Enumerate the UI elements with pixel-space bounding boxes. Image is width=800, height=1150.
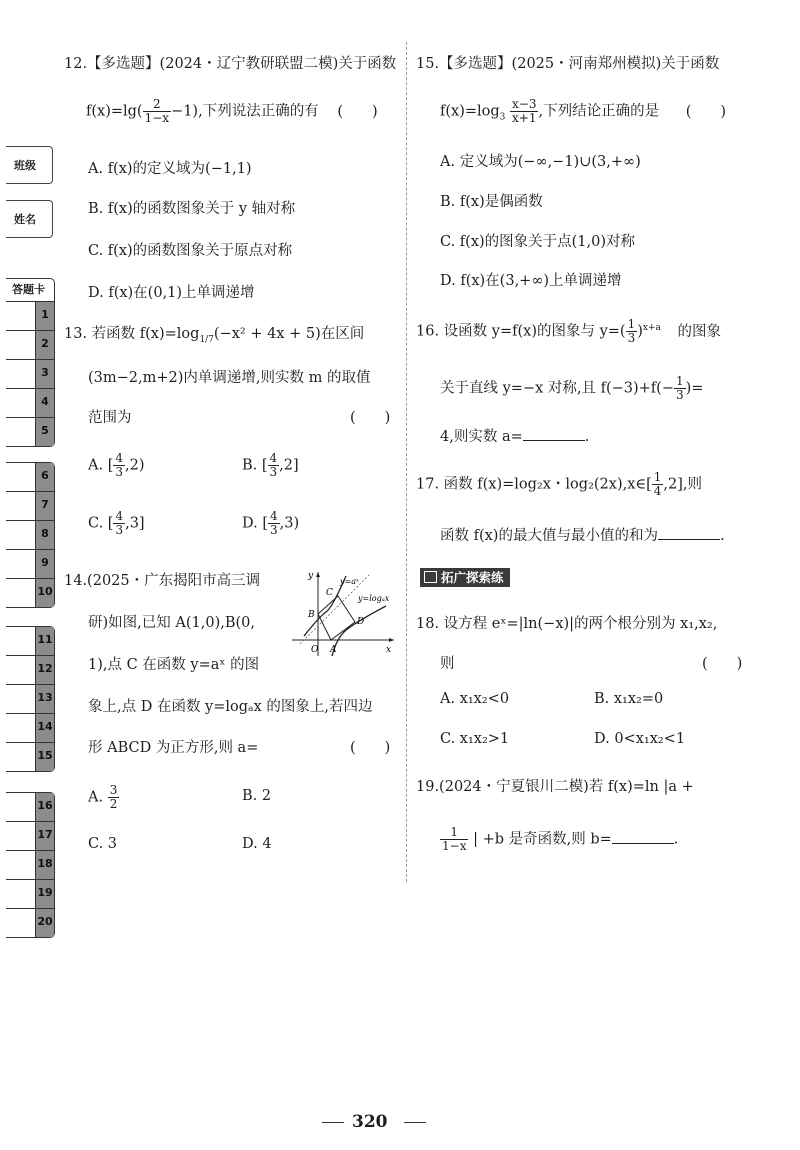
answer-slot[interactable]	[6, 492, 54, 521]
q17-stem-line2: 函数 f(x)的最大值与最小值的和为 .	[440, 524, 725, 545]
answer-slot-number: 7	[41, 498, 49, 511]
q14-answer-paren[interactable]: ( )	[350, 740, 391, 756]
q16-answer-blank[interactable]	[523, 426, 585, 441]
q17-frac-den: 4	[653, 484, 662, 499]
name-field[interactable]	[6, 200, 53, 238]
q12-answer-paren[interactable]: ( )	[337, 103, 378, 120]
q14-opt-a-den: 2	[109, 797, 118, 812]
q13-opt-c-post: ,3]	[125, 515, 145, 532]
q15-stem-line1: 15.【多选题】(2025・河南郑州模拟)关于函数	[416, 56, 720, 72]
q16-stem-post: 的图象	[677, 323, 721, 340]
q13-opt-c-den: 3	[115, 523, 124, 538]
q16-stem-line2	[440, 375, 703, 402]
q12-func-pre: f(x)=lg(	[86, 103, 143, 120]
answer-slot[interactable]	[6, 302, 54, 331]
q12-func-post: −1),下列说法正确的有	[171, 103, 319, 120]
q16-fraction	[626, 318, 638, 345]
q15-option-d[interactable]: D. f(x)在(3,+∞)上单调递增	[440, 273, 622, 289]
q13-option-c[interactable]	[88, 510, 145, 537]
q14-stem-line4: 象上,点 D 在函数 y=logₐx 的图象上,若四边	[88, 699, 373, 715]
q14-opt-a-num: 3	[109, 783, 118, 797]
fig-label-x: x	[386, 645, 392, 655]
q14-stem-line5: 形 ABCD 为正方形,则 a=	[88, 740, 259, 756]
q13-opt-a-post: ,2)	[125, 457, 145, 474]
class-label: 班级	[14, 159, 36, 172]
q13-log-base: 1/7	[199, 334, 214, 345]
q13-answer-paren[interactable]: ( )	[350, 410, 391, 426]
q13-opt-d-num: 4	[269, 509, 278, 523]
q13-opt-b-den: 3	[269, 465, 278, 480]
fig-label-log: y=logₐx	[358, 594, 390, 603]
q14-opt-a-frac	[108, 784, 120, 811]
q13-opt-c-num: 4	[115, 509, 124, 523]
answer-slot[interactable]	[6, 521, 54, 550]
q15-func-pre: f(x)=log	[440, 103, 500, 120]
q13-opt-a-num: 4	[115, 451, 123, 465]
q12-option-b[interactable]: B. f(x)的函数图象关于 y 轴对称	[88, 201, 296, 217]
answer-slot-number: 4	[41, 395, 49, 408]
section-tag	[420, 568, 510, 587]
fig-label-a: A	[330, 645, 337, 655]
answer-slot[interactable]	[6, 851, 54, 880]
answer-slot-number: 11	[37, 633, 53, 646]
answer-slot-number: 1	[41, 308, 49, 321]
q18-option-a[interactable]: A. x₁x₂<0	[440, 691, 510, 707]
q13-opt-b-pre: B. [	[242, 457, 268, 474]
q12-fraction	[143, 98, 171, 125]
q16-line2-frac	[674, 375, 686, 402]
q16-line2-num: 1	[675, 374, 684, 388]
q13-opt-d-post: ,3)	[279, 515, 300, 532]
q16-exponent: x+a	[642, 322, 661, 333]
answer-slot[interactable]	[6, 743, 54, 771]
q14-figure	[290, 568, 398, 660]
footer-dash-left	[322, 1122, 344, 1123]
q15-option-c[interactable]: C. f(x)的图象关于点(1,0)对称	[440, 234, 636, 250]
q19-frac-den: 1−x	[442, 839, 467, 854]
q12-stem-line1: 12.【多选题】(2024・辽宁教研联盟二模)关于函数	[64, 56, 397, 72]
class-field[interactable]	[6, 146, 53, 184]
q15-frac-num: x−3	[512, 97, 537, 111]
q13-option-b[interactable]	[242, 452, 299, 479]
answer-slot[interactable]	[6, 909, 54, 937]
q12-option-a[interactable]: A. f(x)的定义域为(−1,1)	[88, 161, 252, 177]
answer-card-header: 答题卡	[6, 279, 54, 302]
answer-slot-number: 10	[37, 585, 53, 598]
answer-slot-number: 12	[37, 662, 53, 675]
answer-slot[interactable]	[6, 793, 54, 822]
q17-line2: 函数 f(x)的最大值与最小值的和为	[440, 528, 658, 544]
answer-slot[interactable]	[6, 627, 54, 656]
fig-label-d: D	[357, 617, 365, 627]
answer-slot-number: 5	[41, 424, 49, 437]
q15-log-base: 3	[499, 112, 506, 123]
q13-opt-d-frac	[268, 510, 280, 537]
log-curve	[332, 606, 386, 656]
q16-stem-line1: 16. 设函数 y=f(x)的图象与 y=( $\frac{1}{3}$ )$^{x+a}$ 的图象	[416, 317, 721, 346]
answer-slot[interactable]	[6, 656, 54, 685]
q12-stem-line2	[86, 98, 378, 125]
fig-label-b: B	[308, 610, 315, 620]
fig-label-exp: y=aˣ	[340, 577, 359, 586]
q15-fraction	[510, 98, 538, 125]
q13-opt-a-pre: A. [	[88, 457, 114, 474]
q13-stem-line2: (3m−2,m+2)内单调递增,则实数 m 的取值	[88, 370, 371, 386]
answer-slot-number: 16	[37, 799, 53, 812]
q13-option-a[interactable]	[88, 452, 145, 479]
q15-option-a[interactable]: A. 定义域为(−∞,−1)∪(3,+∞)	[440, 154, 641, 170]
answer-slot[interactable]	[6, 714, 54, 743]
answer-slot-number: 14	[37, 720, 53, 733]
q13-opt-b-frac	[268, 452, 280, 479]
q18-option-d[interactable]: D. 0<x₁x₂<1	[594, 731, 686, 747]
x-axis-arrow	[389, 638, 394, 642]
q13-opt-b-num: 4	[269, 451, 278, 465]
q14-stem-line3: 1),点 C 在函数 y=aˣ 的图	[88, 657, 260, 673]
answer-slot-number: 18	[37, 857, 53, 870]
q17-stem-line1	[416, 471, 702, 498]
q16-line2-post: )=	[685, 380, 704, 397]
q12-option-d[interactable]: D. f(x)在(0,1)上单调递增	[88, 285, 255, 301]
fig-label-y: y	[308, 571, 314, 581]
q13-stem-line3: 范围为	[88, 410, 132, 426]
q19-line2: | +b 是奇函数,则 b=	[473, 831, 612, 848]
q13-opt-a-den: 3	[115, 465, 123, 480]
q15-answer-paren[interactable]: ( )	[685, 103, 727, 120]
q16-line3: 4,则实数 a=	[440, 429, 523, 445]
q14-option-b[interactable]: B. 2	[242, 788, 272, 804]
q17-stem-post: ,2],则	[663, 476, 703, 493]
q16-line2-pre: 关于直线 y=−x 对称,且 f(−3)+f(−	[440, 380, 674, 397]
q15-option-b[interactable]: B. f(x)是偶函数	[440, 194, 543, 210]
q13-stem-pre: 13. 若函数 f(x)=log	[64, 326, 200, 342]
q13-opt-a-frac	[113, 452, 125, 479]
q18-option-c[interactable]: C. x₁x₂>1	[440, 731, 510, 747]
diagonal-dashed	[300, 574, 370, 644]
answer-slot-number: 13	[37, 691, 53, 704]
q14-stem-line2: 研)如图,已知 A(1,0),B(0,	[88, 615, 255, 631]
q19-fraction	[440, 826, 468, 853]
answer-slot[interactable]	[6, 418, 54, 446]
q15-stem-line2	[440, 98, 726, 125]
q19-frac-num: 1	[440, 826, 468, 840]
q14-stem-line1: 14.(2025・广东揭阳市高三调	[64, 573, 261, 589]
q13-opt-d-den: 3	[269, 523, 278, 538]
footer-dash-right	[404, 1122, 426, 1123]
answer-slot-number: 20	[37, 915, 53, 928]
q18-stem-line2: 则	[440, 656, 455, 672]
answer-card-group-4	[6, 792, 55, 938]
answer-slot-number: 15	[37, 749, 53, 762]
answer-slot[interactable]	[6, 822, 54, 851]
answer-slot-number: 9	[41, 556, 49, 569]
q13-opt-d-pre: D. [	[242, 515, 268, 532]
q18-answer-paren[interactable]: ( )	[702, 656, 743, 672]
q14-option-c[interactable]: C. 3	[88, 836, 118, 852]
answer-slot-number: 3	[41, 366, 49, 379]
q16-stem-pre: 16. 设函数 y=f(x)的图象与 y=(	[416, 323, 626, 340]
q13-opt-b-post: ,2]	[279, 457, 299, 474]
answer-slot[interactable]	[6, 331, 54, 360]
answer-slot-number: 6	[41, 469, 49, 482]
q19-stem-line1: 19.(2024・宁夏银川二模)若 f(x)=ln |a +	[416, 779, 694, 795]
y-axis-arrow	[316, 572, 320, 577]
answer-slot[interactable]	[6, 389, 54, 418]
answer-card-group-3	[6, 626, 55, 772]
q13-opt-c-frac	[113, 510, 125, 537]
answer-slot[interactable]	[6, 550, 54, 579]
name-label: 姓名	[14, 213, 36, 226]
q14-option-d[interactable]: D. 4	[242, 836, 272, 852]
answer-slot[interactable]	[6, 579, 54, 607]
section-label: 拓广探索练	[441, 570, 504, 585]
q19-stem-line2: $\frac{1}{1-x}$ | +b 是奇函数,则 b= .	[442, 825, 679, 854]
q13-opt-c-pre: C. [	[88, 515, 114, 532]
q13-stem-line1	[64, 322, 364, 345]
answer-slot-number: 8	[41, 527, 49, 540]
answer-card-group-1	[6, 278, 55, 447]
q15-func-post: ,下列结论正确的是	[538, 103, 660, 120]
answer-slot[interactable]	[6, 685, 54, 714]
q17-fraction	[652, 471, 664, 498]
answer-slot-number: 19	[37, 886, 53, 899]
q14-opt-a-pre: A.	[88, 789, 104, 806]
q19-answer-blank[interactable]	[612, 829, 674, 844]
q13-stem-post: (−x² + 4x + 5)在区间	[213, 326, 365, 342]
square-abcd	[318, 596, 355, 640]
answer-card-group-2	[6, 462, 55, 608]
answer-slot[interactable]	[6, 880, 54, 909]
q12-option-c[interactable]: C. f(x)的函数图象关于原点对称	[88, 243, 293, 259]
q15-frac-den: x+1	[512, 111, 537, 126]
page-number: 320	[352, 1112, 388, 1132]
q16-frac-den: 3	[627, 331, 636, 346]
q17-answer-blank[interactable]	[658, 525, 720, 540]
book-icon	[424, 571, 437, 583]
q14-option-a[interactable]	[88, 784, 119, 811]
q16-stem-line3: 4,则实数 a= .	[440, 425, 589, 446]
q12-frac-num: 2	[143, 98, 171, 112]
answer-slot[interactable]	[6, 463, 54, 492]
q16-frac-num: 1	[627, 317, 636, 331]
answer-slot-number: 17	[37, 828, 53, 841]
answer-slot[interactable]	[6, 360, 54, 389]
fig-label-c: C	[326, 588, 333, 598]
fig-label-o: O	[311, 645, 319, 655]
q16-line2-den: 3	[675, 388, 684, 403]
column-divider	[406, 42, 407, 882]
q18-stem-line1: 18. 设方程 eˣ=|ln(−x)|的两个根分别为 x₁,x₂,	[416, 616, 718, 632]
q17-stem-pre: 17. 函数 f(x)=log₂x・log₂(2x),x∈[	[416, 476, 652, 493]
q17-frac-num: 1	[653, 470, 662, 484]
q18-option-b[interactable]: B. x₁x₂=0	[594, 691, 664, 707]
answer-slot-number: 2	[41, 337, 49, 350]
q13-option-d[interactable]	[242, 510, 299, 537]
q12-frac-den: 1−x	[144, 111, 170, 126]
